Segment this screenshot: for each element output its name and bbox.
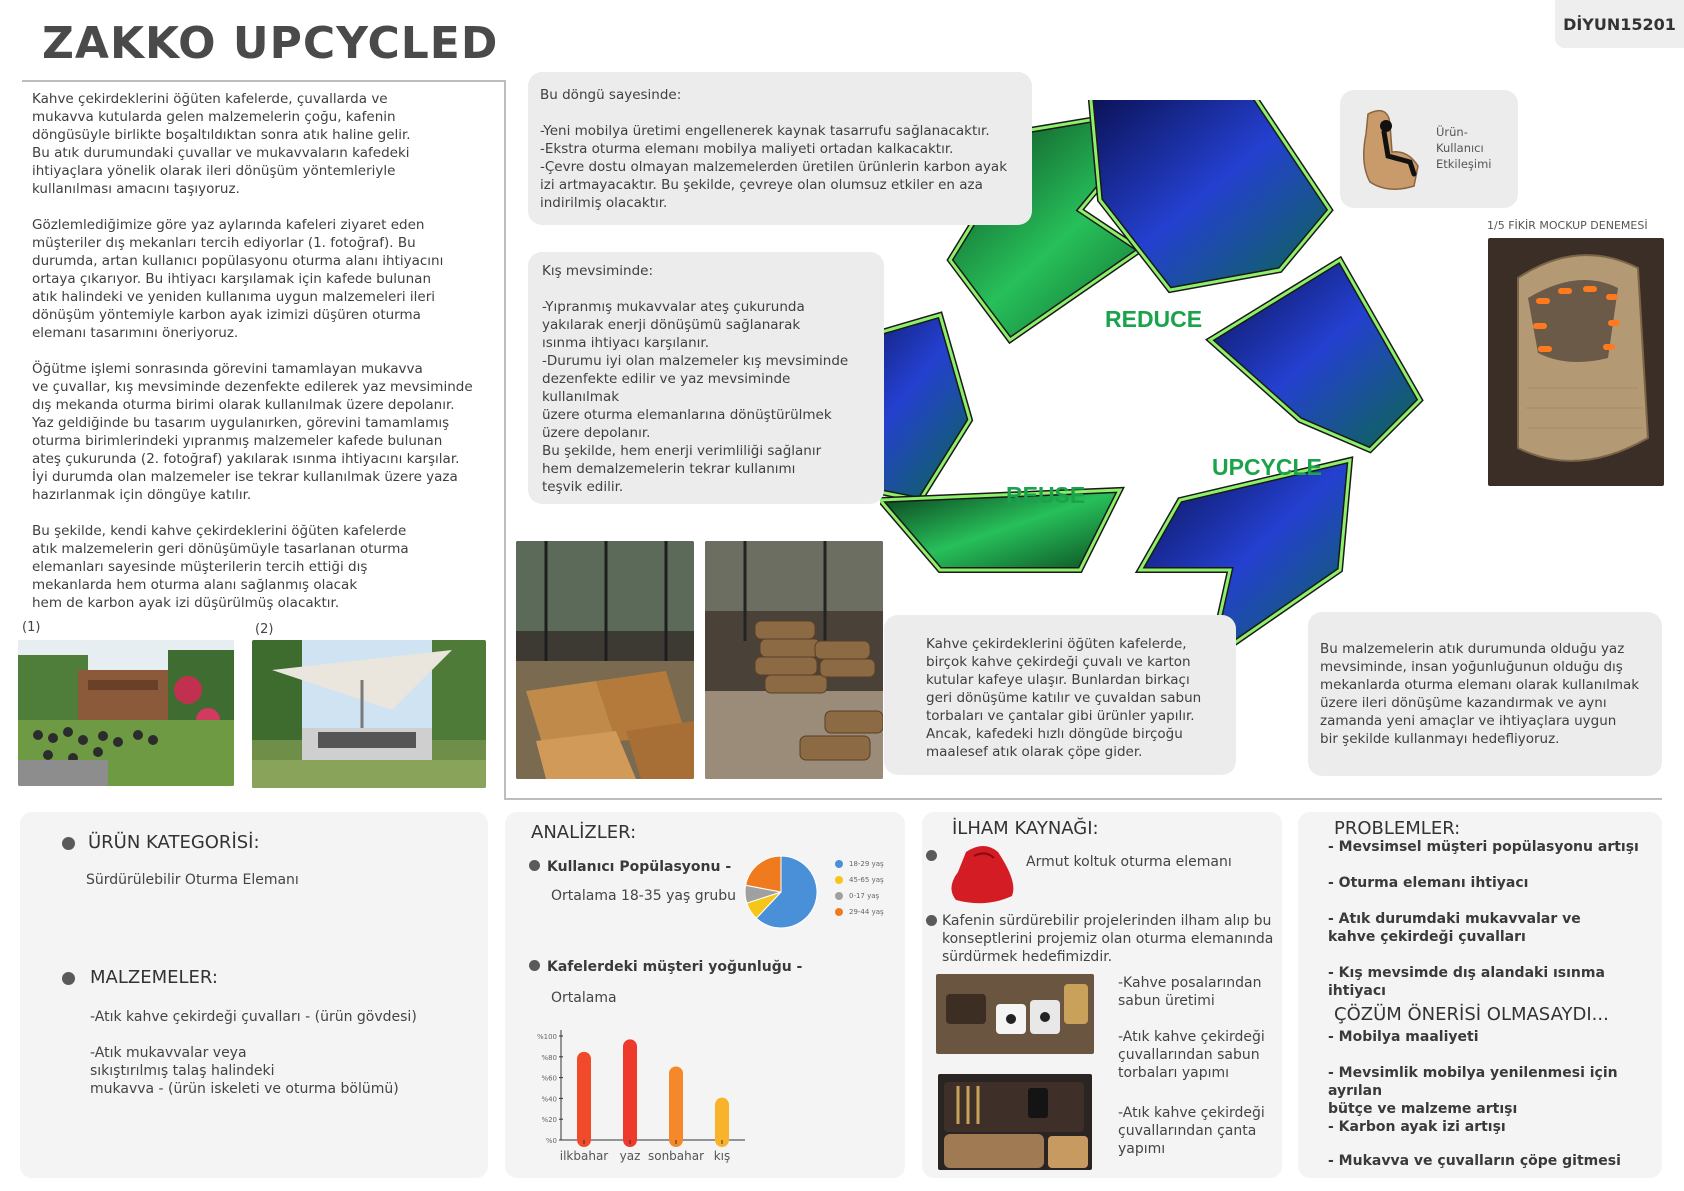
fire-pit-photo	[252, 640, 486, 788]
inspiration-item-1: Armut koltuk oturma elemanı	[1026, 854, 1232, 870]
bar-subtitle: Ortalama	[551, 990, 617, 1006]
bar-x-label: yaz	[619, 1149, 641, 1163]
user-seat-icon	[1358, 104, 1426, 194]
photo2-caption: (2)	[255, 622, 274, 637]
bar-x-label: ilkbahar	[559, 1149, 609, 1163]
pie-bullet	[529, 860, 540, 871]
inspiration-item-4: -Atık kahve çekirdeği çuvallarından sabun torbaları yapımı	[1118, 1029, 1265, 1081]
pie-legend-item	[835, 888, 884, 904]
problem-2: - Oturma elemanı ihtiyacı	[1328, 875, 1529, 891]
problem-4: - Kış mevsimde dış alandaki ısınma ihtiyacı	[1328, 965, 1605, 999]
pie-legend-dot	[835, 876, 843, 884]
solution-4: - Mukavva ve çuvalların çöpe gitmesi	[1328, 1153, 1621, 1169]
solution-heading: ÇÖZÜM ÖNERİSİ OLMASAYDI...	[1334, 1004, 1609, 1025]
coffee-sacks-photo	[705, 541, 883, 779]
pie-legend	[835, 856, 884, 920]
interaction-box	[1340, 90, 1518, 208]
bags-photo	[938, 1074, 1092, 1170]
pie-legend-dot	[835, 908, 843, 916]
cafe-garden-photo	[18, 640, 234, 786]
frame-line-bottom	[504, 798, 1662, 800]
page-title: ZAKKO UPCYCLED	[42, 18, 499, 69]
density-bar-chart	[525, 1010, 755, 1170]
intro-text: Kahve çekirdeklerini öğüten kafelerde, çuvallarda ve mukavva kutularda gelen malzemelerin çoğu, kafenin döngüsüyle birlikte boşaltıldıktan sonra atık haline gelir. Bu atık durumundaki çuvallar ve mukavvaların kafedeki ihtiyaçlara yönelik olarak ileri dönüşüm yöntemleriyle kullanılması amacını taşıyoruz. Gözlemlediğimize göre yaz aylarında kafeleri ziyaret eden müşteriler dış mekanları tercih ediyorlar (1. fotoğraf). Bu durumda, artan kullanıcı popülasyonu oturma alanı ihtiyacını ortaya çıkarıyor. Bu ihtiyacı karşılamak için kafede bulunan atık halindeki ve yeniden kullanıma uygun malzemeleri ileri dönüşüm yöntemiyle karbon ayak izimizi düşüren oturma elemanı tasarımını öneriyoruz. Öğütme işlemi sonrasında görevini tamamlayan mukavva ve çuvallar, kış mevsiminde dezenfekte edilerek yaz mevsiminde dış mekanda oturma birimi olarak kullanılmak üzere depolanır. Yaz geldiğinde bu tasarım uygulanırken, görevini tamamlamış oturma birimlerindeki yıpranmış malzemeler kafede bulunan ateş çukurunda (2. fotoğraf) yakılarak ısınma ihtiyacını karşılar. İyi durumda olan malzemeler ise tekrar kullanılmak üzere yaza hazırlanmak için döngüye katılır. Bu şekilde, kendi kahve çekirdeklerini öğüten kafelerde atık malzemelerin geri dönüşümüyle tasarlanan oturma elemanları sayesinde müşterilerin tercih ettiği dış mekanlarda hem oturma alanı sağlanmış olacak hem de karbon ayak izi düşürülmüş olacaktır.	[32, 91, 473, 611]
pie-legend-label: 0-17 yaş	[849, 892, 880, 900]
materials-bullet	[62, 972, 75, 985]
category-heading: ÜRÜN KATEGORİSİ:	[88, 832, 260, 853]
bar-y-tick-label: %40	[541, 1095, 557, 1104]
solution-2: - Mevsimlik mobilya yenilenmesi için ayrılan bütçe ve malzeme artışı	[1328, 1065, 1618, 1117]
frame-line-vertical	[504, 80, 506, 800]
cardboard-boxes-photo	[516, 541, 694, 779]
beanbag-icon	[946, 842, 1020, 906]
soap-photo	[936, 974, 1094, 1054]
material-1: -Atık kahve çekirdeği çuvalları - (ürün gövdesi)	[90, 1009, 417, 1025]
bar-x-label: kış	[713, 1149, 731, 1163]
bar-bullet	[529, 960, 540, 971]
inspiration-bullet-2	[926, 915, 937, 926]
summer-goal-box: Bu malzemelerin atık durumunda olduğu yaz mevsiminde, insan yoğunluğunun olduğu dış mekanlarda oturma elemanı olarak kullanılmak üzere ileri dönüşüme kazandırmak ve aynı zamanda yeni amaçlar ve ihtiyaçlara uygun bir şekilde kullanmayı hedefliyoruz.	[1308, 612, 1662, 776]
bar-y-tick-label: %80	[541, 1053, 557, 1062]
inspiration-heading: İLHAM KAYNAĞI:	[952, 818, 1099, 839]
photo1-caption: (1)	[22, 620, 41, 635]
problems-heading: PROBLEMLER:	[1334, 818, 1461, 839]
bar-y-tick-label: %60	[541, 1074, 557, 1083]
inspiration-item-5: -Atık kahve çekirdeği çuvallarından çanta yapımı	[1118, 1105, 1265, 1157]
project-code-badge: DİYUN15201	[1555, 0, 1684, 48]
mockup-caption: 1/5 FİKİR MOCKUP DENEMESİ	[1487, 219, 1648, 232]
inspiration-panel	[922, 812, 1282, 1178]
frame-line-top	[22, 80, 506, 82]
pie-legend-item	[835, 856, 884, 872]
bar-y-tick-label: %20	[541, 1116, 557, 1125]
cycle-benefits-box: Bu döngü sayesinde: -Yeni mobilya üretimi engellenerek kaynak tasarrufu sağlanacaktır. -Ekstra oturma elemanı mobilya maliyeti ortadan kalkacaktır. -Çevre dostu olmayan malzemelerden üretilen ürünlerin karbon ayak izi artmayacaktır. Bu şekilde, çevreye olan olumsuz etkiler en aza indirilmiş olacaktır.	[528, 72, 1032, 225]
pie-legend-item	[835, 872, 884, 888]
cafe-waste-box: Kahve çekirdeklerini öğüten kafelerde, birçok kahve çekirdeği çuvalı ve karton kutular kafeye ulaşır. Bunlardan birkaçı geri dönüşüme katılır ve çuvaldan sabun torbaları ve çantalar gibi ürünler yapılır. Ancak, kafedeki hızlı döngüde birçoğu maalesef atık olarak çöpe gider.	[884, 615, 1236, 775]
population-pie-chart	[741, 852, 821, 932]
bar-x-label: sonbahar	[647, 1149, 705, 1163]
label-reduce: REDUCE	[1105, 306, 1203, 332]
winter-box: Kış mevsiminde: -Yıpranmış mukavvalar ateş çukurunda yakılarak enerji dönüşümü sağlanarak ısınma ihtiyacı karşılanır. -Durumu iyi olan malzemeler kış mevsiminde dezenfekte edilir ve yaz mevsiminde kullanılmak üzere oturma elemanlarına dönüştürülmek üzere depolanır. Bu şekilde, hem enerji verimliliği sağlanır hem demalzemelerin tekrar kullanımı teşvik edilir.	[528, 252, 884, 504]
pie-subtitle: Ortalama 18-35 yaş grubu	[551, 888, 736, 904]
inspiration-item-2: Kafenin sürdürebilir projelerinden ilham alıp bu konseptlerini projemiz olan oturma elemanında sürdürmek hedefimizdir.	[942, 913, 1274, 965]
category-panel	[20, 812, 488, 1178]
solution-3: - Karbon ayak izi artışı	[1328, 1119, 1506, 1135]
label-reuse: REUSE	[1006, 482, 1086, 508]
material-2: -Atık mukavvalar veya sıkıştırılmış talaş halindeki mukavva - (ürün iskeleti ve oturma bölümü)	[90, 1045, 399, 1097]
problems-panel	[1298, 812, 1662, 1178]
bar-y-tick-label: %0	[545, 1137, 557, 1145]
pie-legend-label: 29-44 yaş	[849, 908, 884, 916]
analysis-heading: ANALİZLER:	[531, 822, 637, 843]
materials-heading: MALZEMELER:	[90, 967, 218, 988]
pie-legend-item	[835, 904, 884, 920]
pie-title: Kullanıcı Popülasyonu -	[547, 859, 732, 875]
problem-1: - Mevsimsel müşteri popülasyonu artışı	[1328, 839, 1639, 855]
inspiration-item-3: -Kahve posalarından sabun üretimi	[1118, 975, 1262, 1009]
problem-3: - Atık durumdaki mukavvalar ve kahve çekirdeği çuvalları	[1328, 911, 1581, 945]
label-upcycle: UPCYCLE	[1212, 454, 1322, 480]
bar-title: Kafelerdeki müşteri yoğunluğu -	[547, 959, 803, 975]
interaction-label: Ürün- Kullanıcı Etkileşimi	[1436, 125, 1492, 171]
category-value: Sürdürülebilir Oturma Elemanı	[86, 872, 299, 888]
analysis-panel	[505, 812, 905, 1178]
pie-legend-dot	[835, 892, 843, 900]
mockup-photo	[1488, 238, 1664, 486]
pie-legend-label: 18-29 yaş	[849, 860, 884, 868]
category-bullet	[62, 837, 75, 850]
pie-legend-label: 45-65 yaş	[849, 876, 884, 884]
solution-1: - Mobilya maaliyeti	[1328, 1029, 1479, 1045]
pie-legend-dot	[835, 860, 843, 868]
bar-y-tick-label: %100	[536, 1033, 557, 1041]
pie-slice-4	[746, 856, 781, 892]
inspiration-bullet-1	[926, 850, 937, 861]
